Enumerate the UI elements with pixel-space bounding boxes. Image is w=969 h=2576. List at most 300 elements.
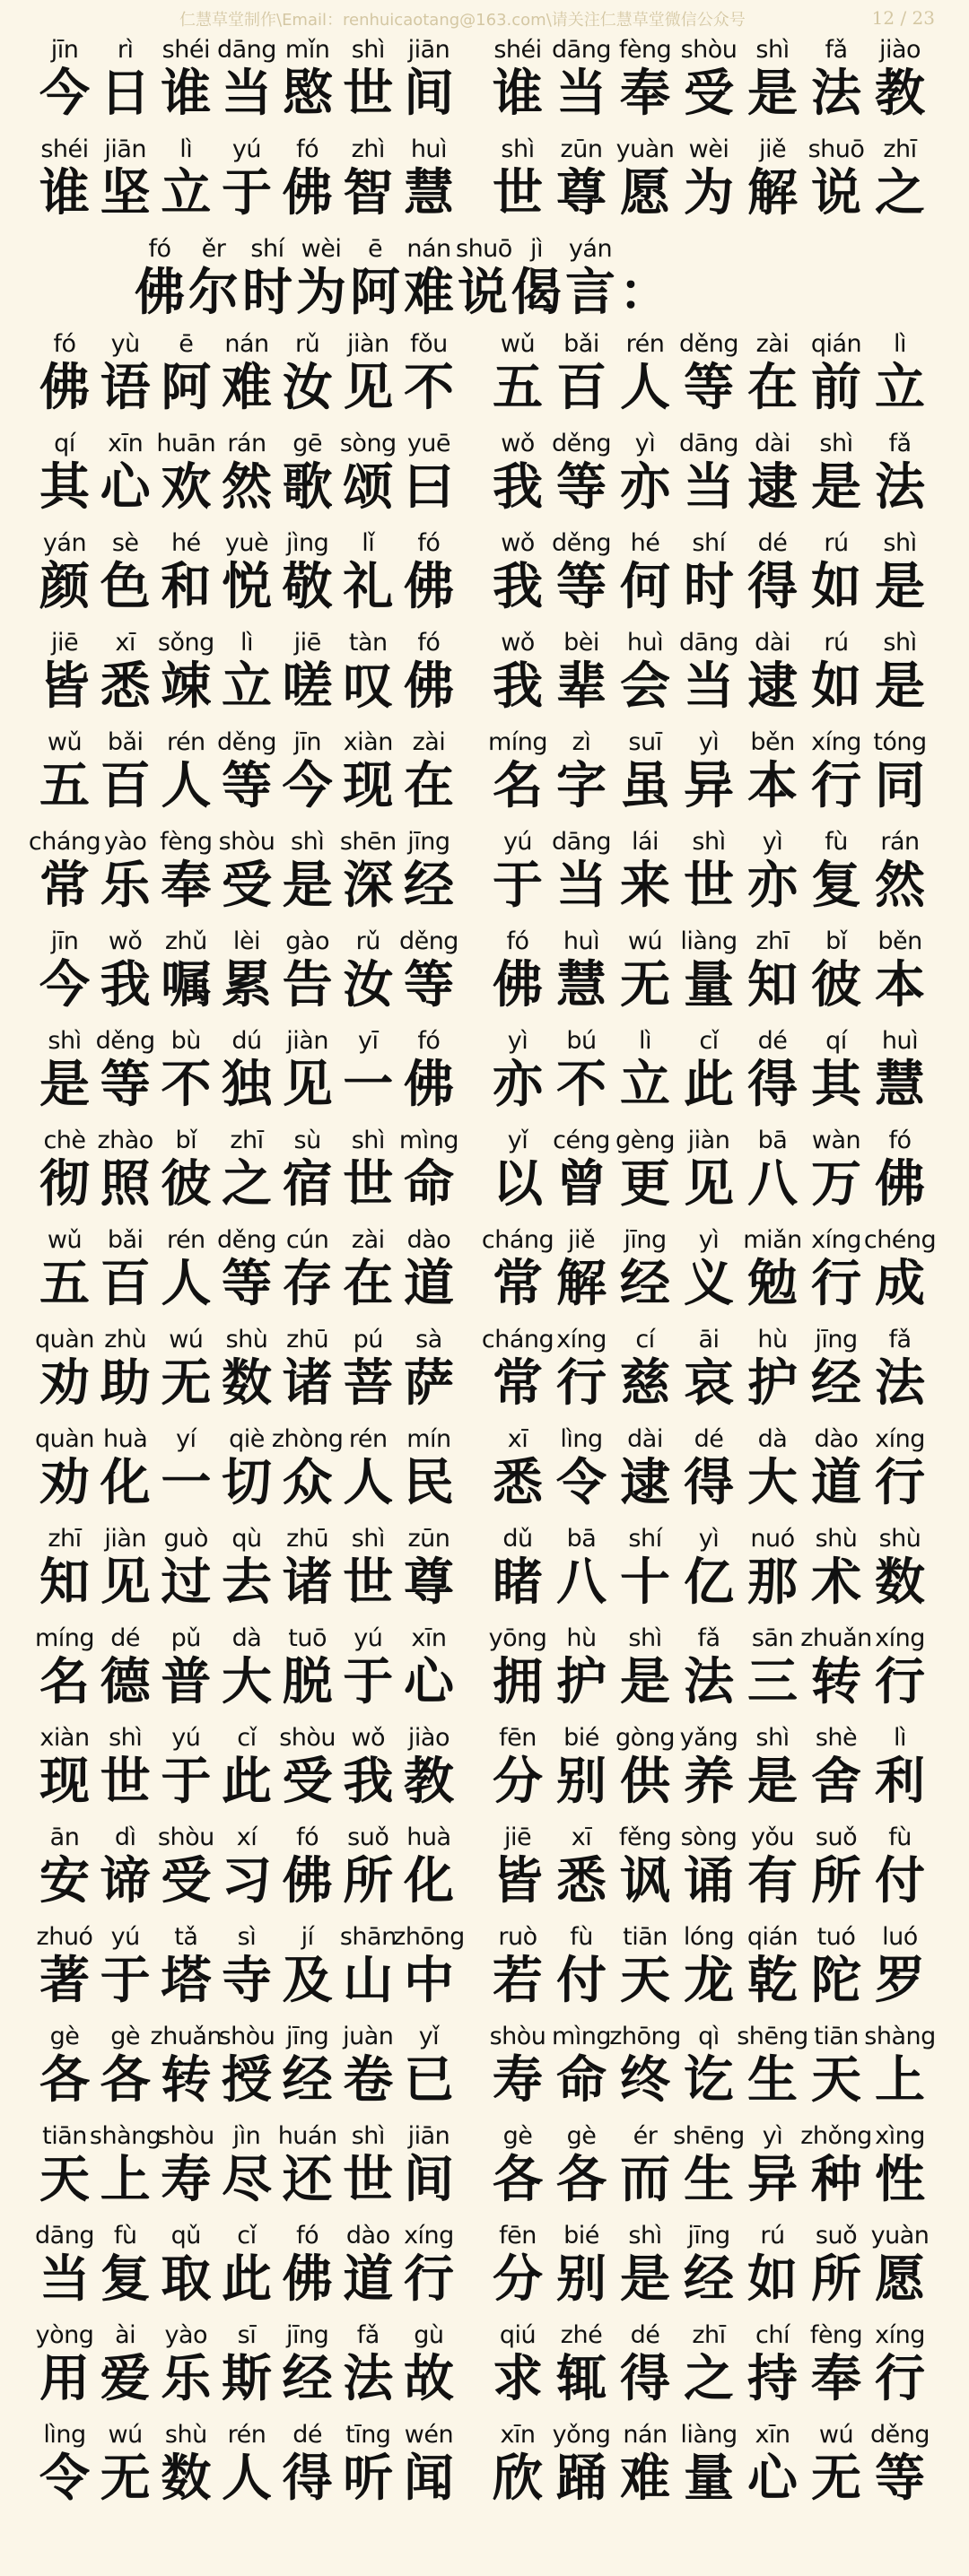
character-cell	[871, 1624, 929, 1724]
character-cell	[680, 629, 738, 728]
character-cell	[218, 629, 275, 728]
pinyin: guò	[163, 1525, 208, 1553]
hanzi: 悦	[221, 558, 272, 616]
hanzi: 奉	[620, 65, 670, 123]
hanzi: 为	[684, 164, 734, 222]
hanzi: 说	[458, 264, 508, 322]
pinyin: yán	[42, 529, 87, 557]
character-cell	[339, 2023, 397, 2122]
character-cell	[744, 1525, 801, 1624]
character-cell	[871, 430, 929, 529]
character-cell	[218, 1525, 275, 1624]
character-cell	[97, 927, 154, 1027]
hanzi: 化	[403, 1852, 454, 1910]
hanzi: 哀	[684, 1354, 734, 1413]
character-cell	[279, 2122, 336, 2222]
character-cell	[279, 1724, 336, 1823]
character-cell	[553, 1624, 610, 1724]
hanzi: 等	[221, 757, 272, 815]
pinyin: dào	[406, 1226, 451, 1254]
hanzi: 化	[100, 1454, 151, 1512]
character-cell	[808, 2222, 865, 2321]
character-cell	[800, 2122, 872, 2222]
hanzi: 乾	[747, 1952, 798, 2010]
hanzi: 乐	[161, 2350, 212, 2408]
hanzi: 时	[684, 558, 734, 616]
pinyin: fǎ	[356, 2321, 380, 2349]
pinyin: rán	[880, 828, 920, 856]
character-cell	[279, 2421, 336, 2520]
character-cell	[680, 1027, 738, 1127]
character-cell	[339, 2122, 397, 2222]
hanzi: 教	[875, 65, 925, 123]
character-cell	[400, 1027, 458, 1127]
pinyin: gèng	[615, 1127, 676, 1154]
hanzi: 尊	[556, 164, 607, 222]
pinyin: zài	[351, 1226, 385, 1254]
hanzi: 等	[100, 1056, 151, 1114]
pinyin: děng	[552, 430, 612, 457]
character-cell	[97, 728, 154, 828]
pinyin: yú	[354, 1624, 383, 1652]
character-cell	[218, 1923, 275, 2023]
character-cell	[680, 135, 738, 235]
hanzi: 等	[403, 956, 454, 1014]
hanzi: 民	[403, 1454, 454, 1512]
pinyin: jīng	[624, 1226, 667, 1254]
pinyin: dú	[231, 1027, 262, 1055]
hanzi: 若	[493, 1952, 543, 2010]
pinyin: fù	[825, 828, 848, 856]
pinyin: fèng	[809, 2321, 863, 2349]
hanzi: 亦	[620, 458, 670, 517]
pinyin: xíng	[811, 728, 861, 756]
character-cell	[218, 1127, 275, 1226]
hanzi: 故	[403, 2350, 454, 2408]
character-cell	[400, 1525, 458, 1624]
hanzi: 一	[343, 1056, 394, 1114]
character-cell	[339, 2222, 397, 2321]
character-cell	[680, 728, 738, 828]
right-verse-half	[481, 1226, 937, 1326]
pinyin: yǎng	[679, 1724, 738, 1752]
character-cell	[744, 927, 801, 1027]
pinyin: hù	[566, 1624, 597, 1652]
left-verse-half	[36, 330, 458, 430]
character-cell	[808, 1525, 865, 1624]
character-cell	[339, 1027, 397, 1127]
character-cell	[864, 2023, 936, 2122]
hanzi: 习	[221, 1852, 272, 1910]
hanzi: 知	[747, 956, 798, 1014]
hanzi: 皆	[493, 1852, 543, 1910]
character-cell	[680, 2023, 738, 2122]
right-verse-half	[489, 330, 929, 430]
hanzi: 命	[556, 2051, 607, 2110]
hanzi: 数	[221, 1354, 272, 1413]
hanzi: 亦	[493, 1056, 543, 1114]
hanzi: 当	[39, 2250, 90, 2309]
hanzi: 深	[343, 857, 394, 915]
pinyin: dāng	[552, 828, 611, 856]
character-cell	[157, 1624, 214, 1724]
character-cell	[97, 1923, 154, 2023]
hanzi: 得	[620, 2350, 670, 2408]
pinyin: ěr	[201, 235, 226, 263]
pinyin: cún	[285, 1226, 329, 1254]
hanzi: 受	[684, 65, 734, 123]
right-verse-half	[489, 1525, 929, 1624]
pinyin: ān	[49, 1823, 80, 1851]
pinyin: tiān	[814, 2023, 859, 2050]
pinyin: yào	[103, 828, 147, 856]
character-cell	[36, 1226, 93, 1326]
character-cell	[279, 430, 336, 529]
pinyin: dà	[231, 1624, 262, 1652]
character-cell	[97, 1823, 154, 1923]
pinyin: yǐ	[418, 2023, 440, 2050]
pinyin: jiàn	[346, 330, 389, 358]
character-cell	[616, 1027, 674, 1127]
hanzi: 性	[875, 2151, 925, 2209]
hanzi: 受	[161, 1852, 212, 1910]
character-cell	[157, 828, 214, 927]
hanzi: 曰	[403, 458, 454, 517]
hanzi: 颜	[39, 558, 90, 616]
character-cell	[871, 1525, 929, 1624]
character-cell	[218, 2321, 275, 2421]
hanzi: 汝	[343, 956, 394, 1014]
pinyin: shòu	[218, 2023, 275, 2050]
pinyin: fù	[888, 1823, 912, 1851]
hanzi: 陀	[811, 1952, 861, 2010]
hanzi: 别	[556, 1753, 607, 1811]
watermark-text: 仁慧草堂制作\Email：renhuicaotang@163.com\请关注仁慧草堂微信公众号	[179, 11, 746, 30]
character-cell	[800, 1624, 872, 1724]
character-cell	[157, 1823, 214, 1923]
character-cell	[279, 1027, 336, 1127]
hanzi: 佛	[403, 657, 454, 716]
character-cell	[97, 430, 154, 529]
pinyin: cí	[635, 1326, 655, 1353]
character-cell	[157, 927, 214, 1027]
character-cell	[157, 430, 214, 529]
verse-line	[0, 1624, 969, 1724]
pinyin: shì	[883, 529, 917, 557]
hanzi: 在	[747, 359, 798, 417]
hanzi: 见	[282, 1056, 333, 1114]
pinyin: huān	[156, 430, 216, 457]
character-cell	[680, 36, 738, 135]
hanzi: 量	[684, 956, 734, 1014]
character-cell	[36, 728, 93, 828]
hanzi: 曾	[556, 1155, 607, 1214]
character-cell	[36, 2122, 93, 2222]
character-cell	[744, 728, 801, 828]
character-cell	[489, 2122, 546, 2222]
pinyin: fó	[296, 1823, 319, 1851]
character-cell	[489, 629, 546, 728]
hanzi: 欢	[161, 458, 212, 517]
hanzi: 助	[100, 1354, 151, 1413]
character-cell	[808, 36, 865, 135]
character-cell	[481, 1226, 554, 1326]
character-cell	[218, 1823, 275, 1923]
character-cell	[400, 1127, 458, 1226]
pinyin: dāng	[217, 36, 276, 64]
pinyin: tiān	[42, 2122, 87, 2150]
hanzi: 八	[747, 1155, 798, 1214]
pinyin: míng	[34, 1624, 95, 1652]
hanzi: 皆	[39, 657, 90, 716]
pinyin: wǒ	[351, 1724, 386, 1752]
hanzi: 而	[620, 2151, 670, 2209]
hanzi: 有	[747, 1852, 798, 1910]
character-cell	[489, 927, 546, 1027]
character-cell	[36, 2421, 93, 2520]
character-cell	[808, 1027, 865, 1127]
hanzi: 一	[161, 1454, 212, 1512]
character-cell	[157, 36, 214, 135]
character-cell	[871, 1923, 929, 2023]
character-cell	[400, 1724, 458, 1823]
character-cell	[271, 1425, 344, 1525]
pinyin: liàng	[680, 927, 738, 955]
character-cell	[680, 1724, 738, 1823]
pinyin: lì	[179, 135, 193, 163]
character-cell	[157, 1226, 214, 1326]
pinyin: jì	[529, 235, 543, 263]
pinyin: wèi	[688, 135, 729, 163]
pinyin: dà	[757, 1425, 788, 1453]
character-cell	[400, 1326, 458, 1425]
hanzi: 德	[100, 1653, 151, 1711]
character-cell	[489, 2321, 546, 2421]
hanzi: 养	[684, 1753, 734, 1811]
pinyin: rú	[824, 629, 849, 657]
pinyin: bù	[170, 1027, 201, 1055]
character-cell	[680, 529, 738, 629]
hanzi: 上	[875, 2051, 925, 2110]
hanzi: 佛	[39, 359, 90, 417]
hanzi: 供	[620, 1753, 670, 1811]
hanzi: 讽	[620, 1852, 670, 1910]
character-cell	[218, 2421, 275, 2520]
character-cell	[489, 1923, 546, 2023]
hanzi: 阿	[350, 264, 400, 322]
pinyin: dài	[627, 1425, 663, 1453]
character-cell	[218, 2222, 275, 2321]
pinyin: rǔ	[295, 330, 320, 358]
pinyin: bèi	[563, 629, 599, 657]
hanzi: 此	[221, 2250, 272, 2309]
pinyin: gù	[414, 2321, 444, 2349]
hanzi: 法	[343, 2350, 394, 2408]
pinyin: yú	[502, 828, 533, 856]
character-cell	[36, 629, 93, 728]
pinyin: jiān	[104, 135, 146, 163]
hanzi: 人	[161, 757, 212, 815]
hanzi: 欣	[493, 2450, 543, 2508]
pinyin: tuó	[816, 1923, 856, 1951]
pinyin: shòu	[218, 828, 275, 856]
character-cell	[157, 728, 214, 828]
character-cell	[808, 2321, 865, 2421]
character-cell	[97, 828, 154, 927]
hanzi: 持	[747, 2350, 798, 2408]
character-cell	[400, 2321, 458, 2421]
hanzi: 知	[39, 1553, 90, 1612]
hanzi: 罗	[875, 1952, 925, 2010]
character-cell	[553, 1923, 610, 2023]
character-cell	[279, 2023, 336, 2122]
character-cell	[339, 1226, 397, 1326]
hanzi: 不	[161, 1056, 212, 1114]
pinyin: shì	[351, 2122, 385, 2150]
pinyin: shì	[883, 629, 917, 657]
character-cell	[36, 1923, 93, 2023]
pinyin: yuàn	[615, 135, 675, 163]
hanzi: 无	[811, 2450, 861, 2508]
hanzi: 立	[620, 1056, 670, 1114]
character-cell	[400, 529, 458, 629]
character-cell	[218, 330, 275, 430]
hanzi: 此	[221, 1753, 272, 1811]
character-cell	[36, 1624, 93, 1724]
pinyin: hù	[757, 1326, 788, 1353]
left-verse-half	[36, 2122, 458, 2222]
hanzi: 时	[242, 264, 292, 322]
hanzi: 数	[161, 2450, 212, 2508]
hanzi: 成	[875, 1255, 925, 1313]
character-cell	[616, 927, 674, 1027]
pinyin: cháng	[28, 828, 101, 856]
character-cell	[744, 330, 801, 430]
pinyin: qǔ	[170, 2222, 201, 2250]
hanzi: 得	[282, 2450, 333, 2508]
hanzi: 利	[875, 1753, 925, 1811]
character-cell	[339, 135, 397, 235]
hanzi: 虽	[620, 757, 670, 815]
character-cell	[218, 2023, 275, 2122]
pinyin: xí	[236, 1823, 258, 1851]
pinyin: fǎ	[888, 1326, 912, 1353]
pinyin: xíng	[811, 1226, 861, 1254]
verse-line	[0, 1923, 969, 2023]
pinyin: jīn	[50, 927, 79, 955]
character-cell	[808, 1226, 865, 1326]
character-cell	[339, 629, 397, 728]
character-cell	[279, 927, 336, 1027]
character-cell	[871, 629, 929, 728]
character-cell	[489, 2222, 546, 2321]
pinyin: bǎi	[107, 728, 144, 756]
hanzi: 人	[221, 2450, 272, 2508]
hanzi: 心	[403, 1653, 454, 1711]
pinyin: wǔ	[47, 1226, 83, 1254]
hanzi: 劝	[39, 1354, 90, 1413]
character-cell	[616, 2122, 674, 2222]
character-cell	[489, 2023, 546, 2122]
character-cell	[616, 430, 674, 529]
character-cell	[157, 1923, 214, 2023]
pinyin: nán	[406, 235, 451, 263]
pinyin: mìng	[398, 1127, 458, 1154]
section-title-row	[0, 235, 969, 330]
pinyin: céng	[553, 1127, 610, 1154]
character-cell	[97, 2321, 154, 2421]
character-cell	[680, 828, 738, 927]
hanzi: 经	[282, 2350, 333, 2408]
character-cell	[616, 330, 674, 430]
hanzi: 当	[556, 857, 607, 915]
hanzi: 慈	[620, 1354, 670, 1413]
pinyin: bā	[566, 1525, 597, 1553]
left-verse-half	[36, 36, 458, 135]
pinyin: jiān	[407, 2122, 450, 2150]
right-verse-half	[489, 1027, 929, 1127]
character-cell	[279, 1823, 336, 1923]
pinyin: zūn	[560, 135, 603, 163]
pinyin: lìng	[560, 1425, 603, 1453]
character-cell	[97, 529, 154, 629]
pinyin: rén	[166, 728, 205, 756]
pinyin: jīn	[50, 36, 79, 64]
pinyin: wǔ	[47, 728, 83, 756]
hanzi: 当	[556, 65, 607, 123]
verse-line	[0, 529, 969, 629]
pinyin: ē	[179, 330, 194, 358]
pinyin: wú	[818, 2421, 854, 2449]
right-verse-half	[489, 135, 929, 235]
character-cell	[489, 330, 546, 430]
character-cell	[218, 135, 275, 235]
hanzi: 经	[282, 2051, 333, 2110]
character-cell	[97, 36, 154, 135]
character-cell	[97, 135, 154, 235]
hanzi: 世	[343, 65, 394, 123]
right-verse-half	[489, 1823, 929, 1923]
hanzi: 间	[403, 65, 454, 123]
hanzi: 是	[620, 1653, 670, 1711]
character-cell	[808, 927, 865, 1027]
character-cell	[744, 1226, 801, 1326]
hanzi: 无	[161, 1354, 212, 1413]
character-cell	[157, 629, 214, 728]
hanzi: 本	[875, 956, 925, 1014]
hanzi: 付	[556, 1952, 607, 2010]
pinyin: fó	[506, 927, 529, 955]
pinyin: shuō	[456, 235, 512, 263]
pinyin: xīn	[500, 2421, 536, 2449]
pinyin: zhì	[351, 135, 385, 163]
hanzi: 卷	[343, 2051, 394, 2110]
pinyin: wú	[627, 927, 663, 955]
hanzi: 那	[747, 1553, 798, 1612]
hanzi: 中	[403, 1952, 454, 2010]
hanzi: 见	[100, 1553, 151, 1612]
hanzi: 智	[343, 164, 394, 222]
pinyin: yì	[698, 1226, 720, 1254]
character-cell	[808, 135, 865, 235]
hanzi: 世	[684, 857, 734, 915]
character-cell	[553, 828, 610, 927]
pinyin: mǐn	[284, 36, 330, 64]
hanzi: 是	[811, 458, 861, 517]
section-title	[133, 235, 671, 323]
pinyin: yuè	[224, 529, 269, 557]
hanzi: 歌	[282, 458, 333, 517]
